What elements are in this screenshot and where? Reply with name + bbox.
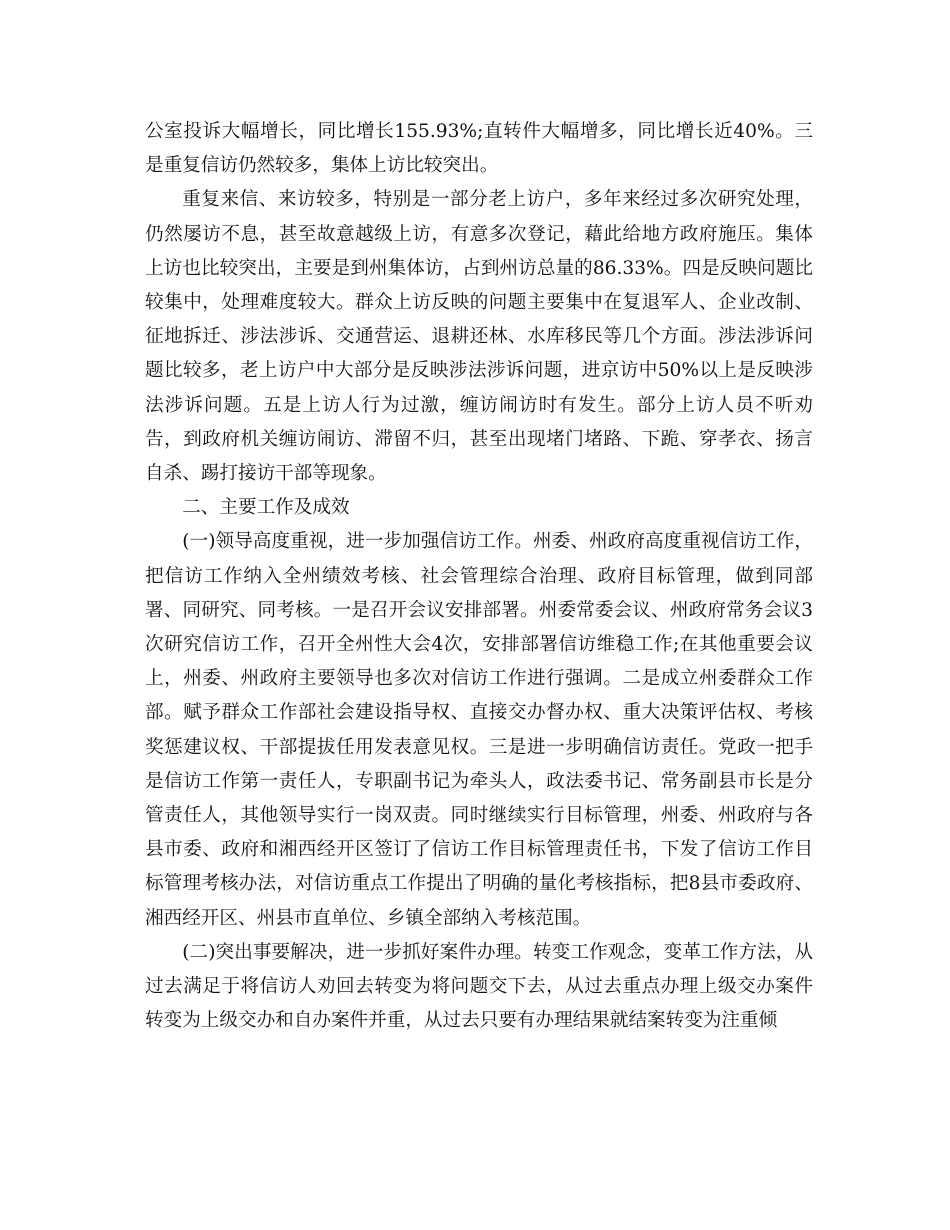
paragraph-continuation: 公室投诉大幅增长，同比增长155.93%;直转件大幅增多，同比增长近40%。三是重复信访仍然较多，集体上访比较突出。 xyxy=(145,121,813,177)
section-heading-main-work: 二、主要工作及成效 xyxy=(182,497,350,519)
paragraph-case-handling: (二)突出事要解决，进一步抓好案件办理。转变工作观念，变革工作方法，从过去满足于将信访人劝回去转变为将问题交下去，从过去重点办理上级交办案件转变为上级交办和自办案件并重，从过去只要有办理结果就结案转变为注重倾 xyxy=(145,941,813,1032)
paragraph-leadership: (一)领导高度重视，进一步加强信访工作。州委、州政府高度重视信访工作，把信访工作纳入全州绩效考核、社会管理综合治理、政府目标管理，做到同部署、同研究、同考核。一是召开会议安排部署。州委常委会议、州政府常务会议3次研究信访工作，召开全州性大会4次，安排部署信访维稳工作;在其他重要会议上，州委、州政府主要领导也多次对信访工作进行强调。二是成立州委群众工作部。赋予群众工作部社会建设指导权、直接交办督办权、重大决策评估权、考核奖惩建议权、干部提拔任用发表意见权。三是进一步明确信访责任。党政一把手是信访工作第一责任人，专职副书记为牵头人，政法委书记、常务副县市长是分管责任人，其他领导实行一岗双责。同时继续实行目标管理，州委、州政府与各县市委、政府和湘西经开区签订了信访工作目标管理责任书，下发了信访工作目标管理考核办法，对信访重点工作提出了明确的量化考核指标，把8县市委政府、湘西经开区、州县市直单位、乡镇全部纳入考核范围。 xyxy=(145,531,813,929)
document-body xyxy=(145,115,813,1038)
paragraph-repeat-petitions: 重复来信、来访较多，特别是一部分老上访户，多年来经过多次研究处理，仍然屡访不息，甚至故意越级上访，有意多次登记，藉此给地方政府施压。集体上访也比较突出，主要是到州集体访，占到州访总量的86.33%。四是反映问题比较集中，处理难度较大。群众上访反映的问题主要集中在复退军人、企业改制、征地拆迁、涉法涉诉、交通营运、退耕还林、水库移民等几个方面。涉法涉诉问题比较多，老上访户中大部分是反映涉法涉诉问题，进京访中50%以上是反映涉法涉诉问题。五是上访人行为过激，缠访闹访时有发生。部分上访人员不听劝告，到政府机关缠访闹访、滞留不归，甚至出现堵门堵路、下跪、穿孝衣、扬言自杀、踢打接访干部等现象。 xyxy=(145,189,813,485)
